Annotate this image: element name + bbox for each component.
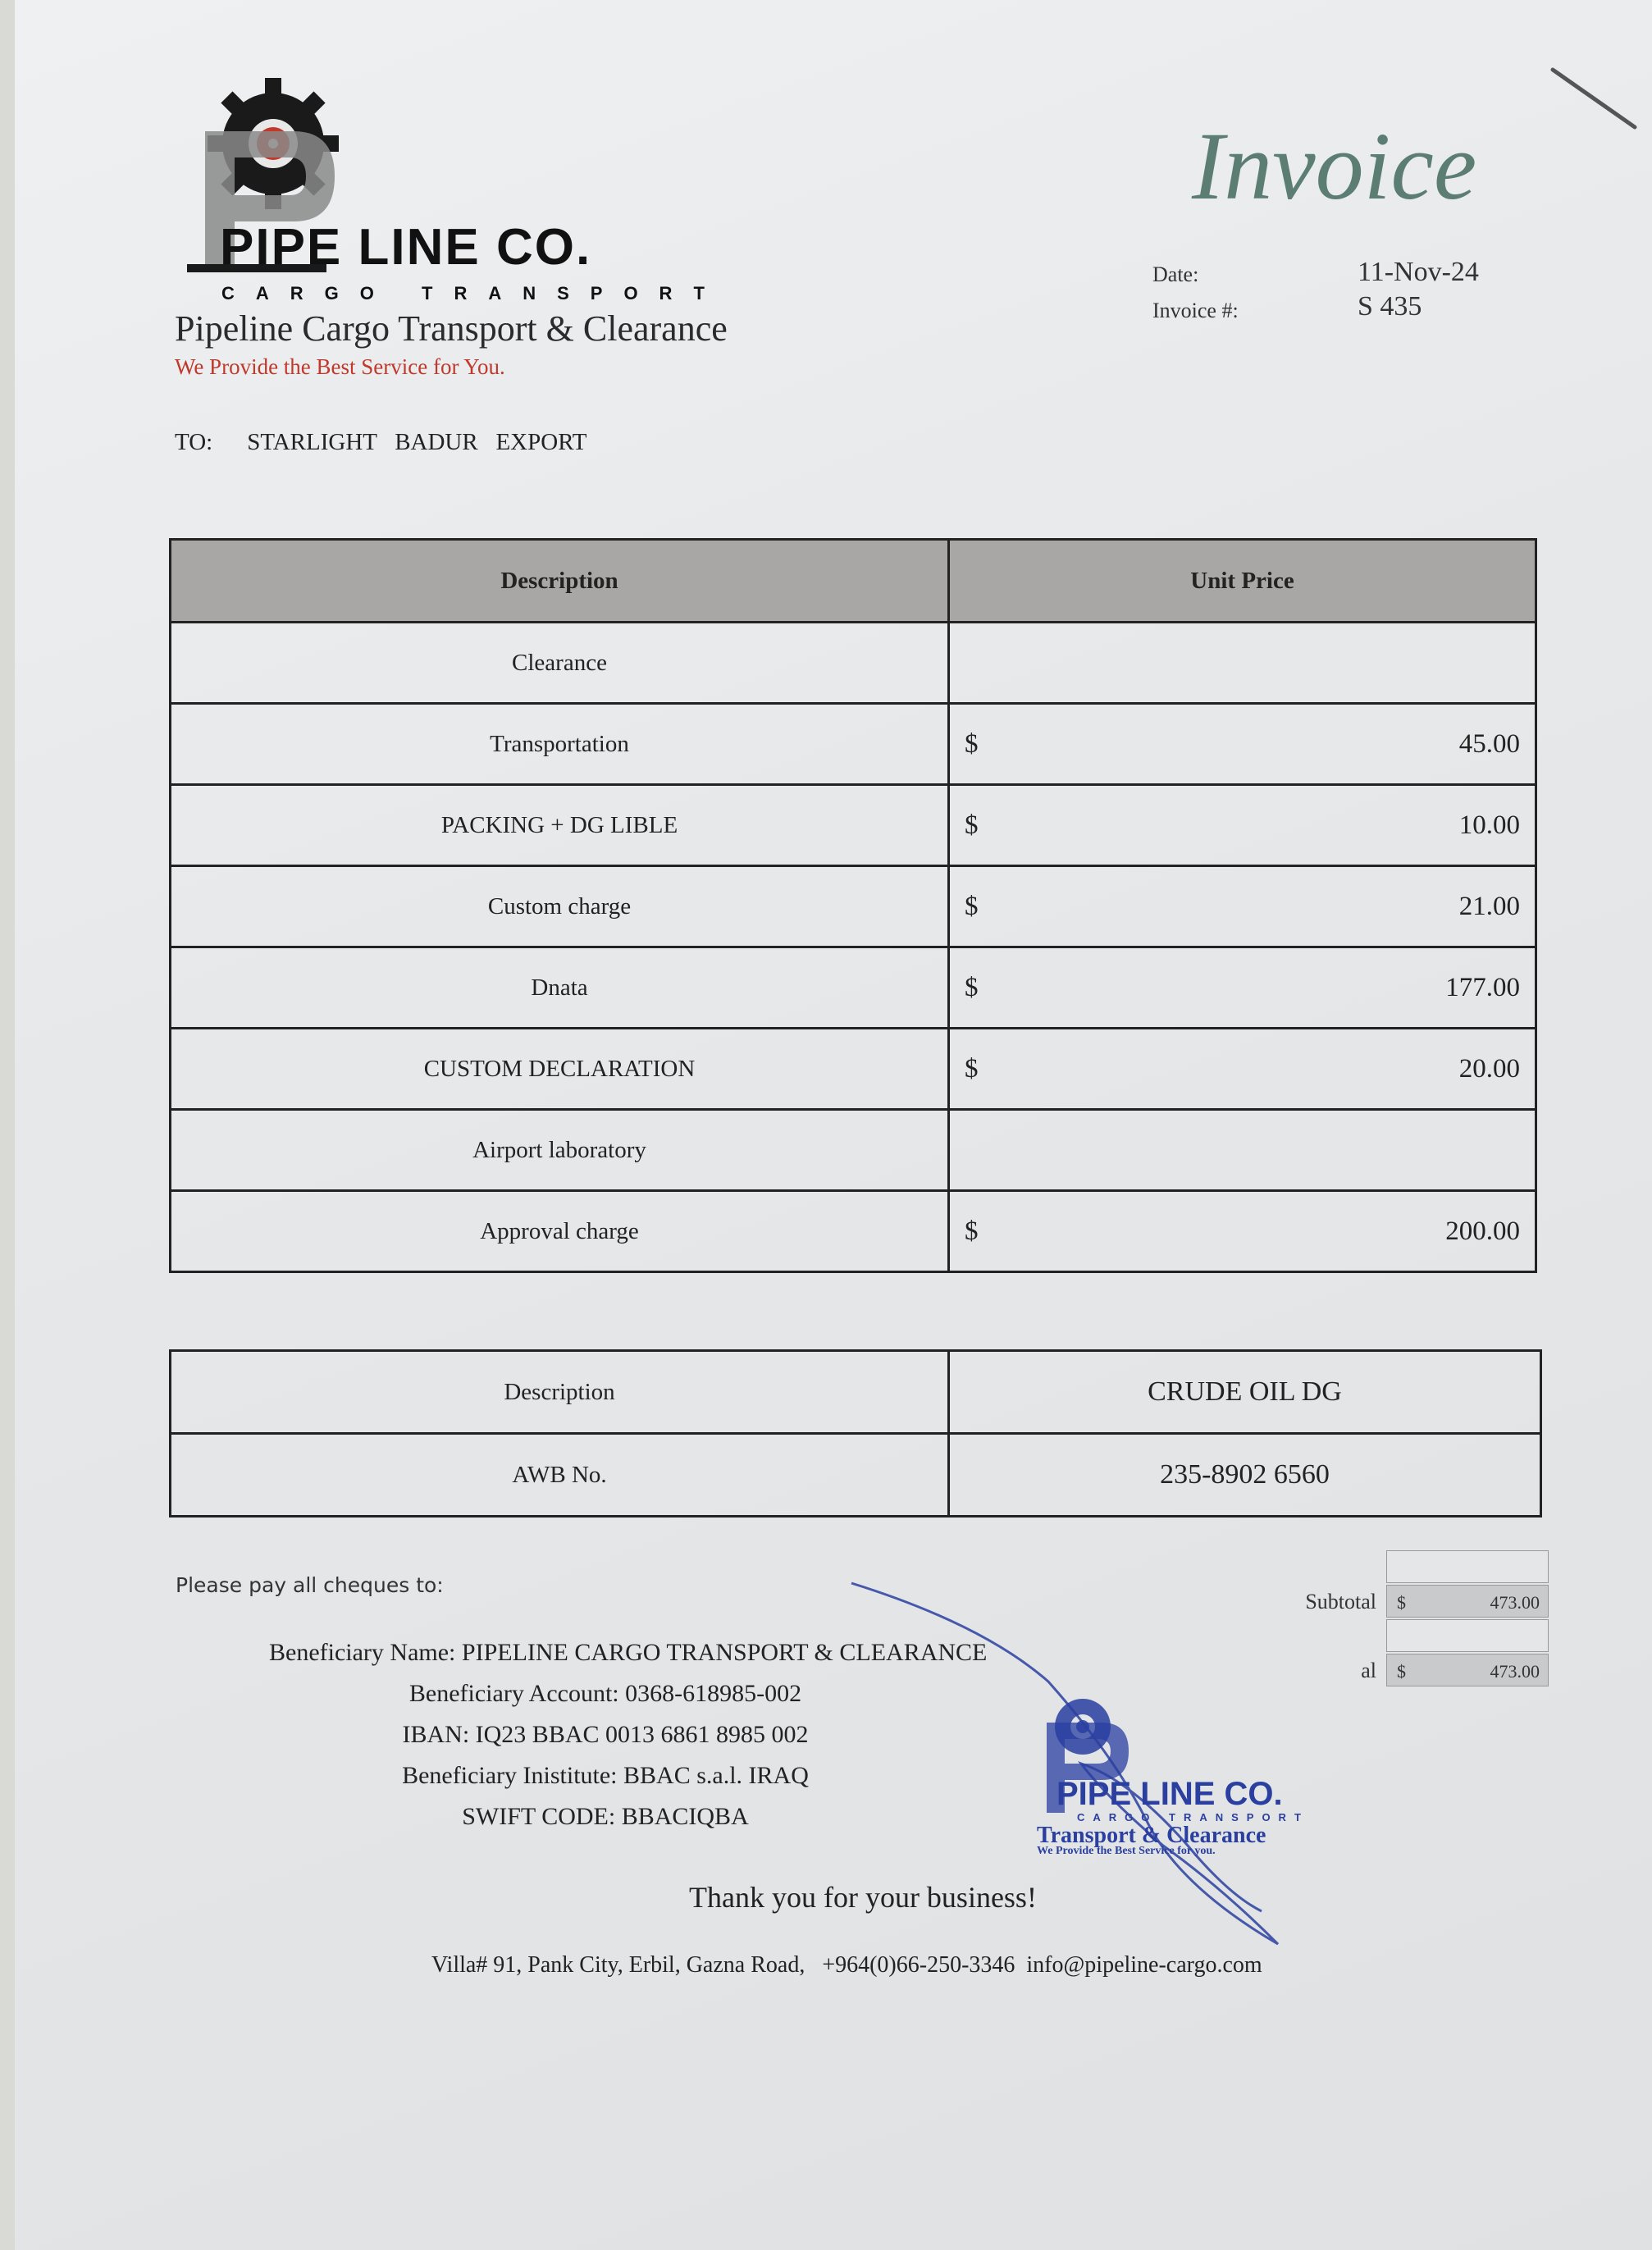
item-price bbox=[949, 785, 1536, 866]
item-description: Dnata bbox=[171, 947, 949, 1029]
header-description: Description bbox=[171, 540, 949, 623]
spacer-row bbox=[1270, 1619, 1549, 1652]
item-description: Airport laboratory bbox=[171, 1110, 949, 1191]
stamp-line4: We Provide the Best Service for you. bbox=[1037, 1845, 1216, 1857]
total-row bbox=[1270, 1654, 1549, 1686]
item-price bbox=[949, 623, 1536, 704]
iban: IBAN: IQ23 BBAC 0013 6861 8985 002 bbox=[402, 1721, 809, 1748]
stamp-line2: CARGO TRANSPORT bbox=[1077, 1811, 1309, 1823]
total-box bbox=[1386, 1654, 1549, 1686]
subtotal-label: Subtotal bbox=[1305, 1590, 1376, 1613]
table-row bbox=[171, 866, 1536, 947]
item-currency: $ bbox=[965, 1053, 979, 1084]
item-amount: 177.00 bbox=[1445, 972, 1520, 1002]
item-amount: 21.00 bbox=[1458, 891, 1520, 921]
empty-cell bbox=[1386, 1550, 1549, 1583]
spacer-row bbox=[1270, 1550, 1549, 1583]
item-price bbox=[949, 1110, 1536, 1191]
table-row bbox=[171, 1191, 1536, 1272]
total-currency: $ bbox=[1397, 1661, 1406, 1682]
item-amount: 200.00 bbox=[1445, 1216, 1520, 1246]
swift-code: SWIFT CODE: BBACIQBA bbox=[462, 1803, 749, 1830]
item-description: PACKING + DG LIBLE bbox=[171, 785, 949, 866]
invoice-number-label: Invoice #: bbox=[1152, 299, 1239, 322]
recipient bbox=[175, 429, 587, 456]
items-header-row bbox=[171, 540, 1536, 623]
footer-contact: Villa# 91, Pank City, Erbil, Gazna Road, +964(0)66-250-3346 info@pipeline-cargo.com bbox=[431, 1952, 1262, 1978]
item-description: Approval charge bbox=[171, 1191, 949, 1272]
info-value: CRUDE OIL DG bbox=[949, 1351, 1541, 1434]
item-price bbox=[949, 1191, 1536, 1272]
table-row bbox=[171, 623, 1536, 704]
item-currency: $ bbox=[965, 972, 979, 1002]
info-label: AWB No. bbox=[171, 1434, 949, 1517]
table-row bbox=[171, 785, 1536, 866]
item-amount: 45.00 bbox=[1458, 728, 1520, 759]
logo-text: PIPE LINE CO. bbox=[220, 219, 592, 276]
total-label: al bbox=[1361, 1659, 1376, 1682]
shipment-info-table bbox=[169, 1349, 1542, 1517]
item-price bbox=[949, 866, 1536, 947]
item-price bbox=[949, 947, 1536, 1029]
recipient-label: TO: bbox=[175, 429, 213, 455]
staple-mark bbox=[1553, 66, 1643, 139]
company-logo bbox=[171, 82, 726, 320]
invoice-page bbox=[15, 0, 1652, 2250]
item-description: Clearance bbox=[171, 623, 949, 704]
item-description: CUSTOM DECLARATION bbox=[171, 1029, 949, 1110]
stamp-line3: Transport & Clearance bbox=[1037, 1823, 1266, 1848]
table-row bbox=[171, 1434, 1541, 1517]
beneficiary-institute: Beneficiary Inistitute: BBAC s.a.l. IRAQ bbox=[402, 1762, 809, 1789]
item-currency: $ bbox=[965, 728, 979, 759]
item-amount: 20.00 bbox=[1458, 1053, 1520, 1084]
invoice-title: Invoice bbox=[1192, 112, 1477, 220]
item-description: Transportation bbox=[171, 704, 949, 785]
logo-subtext: CARGO TRANSPORT bbox=[221, 283, 726, 303]
empty-cell bbox=[1386, 1619, 1549, 1652]
items-table bbox=[169, 538, 1537, 1273]
table-row bbox=[171, 1110, 1536, 1191]
company-name: Pipeline Cargo Transport & Clearance bbox=[175, 308, 728, 349]
subtotal-row bbox=[1270, 1585, 1549, 1618]
subtotal-value: 473.00 bbox=[1490, 1592, 1540, 1613]
subtotal-currency: $ bbox=[1397, 1592, 1406, 1613]
item-currency: $ bbox=[965, 810, 979, 840]
item-price bbox=[949, 1029, 1536, 1110]
total-value: 473.00 bbox=[1490, 1661, 1540, 1682]
date-label: Date: bbox=[1152, 262, 1199, 286]
table-row bbox=[171, 1029, 1536, 1110]
item-price bbox=[949, 704, 1536, 785]
beneficiary-account: Beneficiary Account: 0368-618985-002 bbox=[408, 1680, 802, 1707]
beneficiary-name: Beneficiary Name: PIPELINE CARGO TRANSPORT & CLEARANCE bbox=[269, 1639, 988, 1666]
payment-label: Please pay all cheques to: bbox=[176, 1573, 444, 1597]
table-row bbox=[171, 704, 1536, 785]
subtotal-box bbox=[1386, 1585, 1549, 1618]
recipient-name: STARLIGHT BADUR EXPORT bbox=[247, 429, 587, 455]
item-currency: $ bbox=[965, 891, 979, 921]
item-amount: 10.00 bbox=[1458, 810, 1520, 840]
date-value: 11-Nov-24 bbox=[1358, 257, 1479, 287]
bank-details bbox=[269, 1632, 988, 1837]
table-row bbox=[171, 1351, 1541, 1434]
thank-you-message: Thank you for your business! bbox=[689, 1881, 1037, 1914]
company-stamp bbox=[1032, 1690, 1360, 1857]
stamp-line1: PIPE LINE CO. bbox=[1056, 1776, 1283, 1812]
header-unit-price: Unit Price bbox=[949, 540, 1536, 623]
table-row bbox=[171, 947, 1536, 1029]
info-label: Description bbox=[171, 1351, 949, 1434]
info-value: 235-8902 6560 bbox=[949, 1434, 1541, 1517]
company-tagline: We Provide the Best Service for You. bbox=[175, 354, 505, 379]
item-currency: $ bbox=[965, 1216, 979, 1246]
invoice-number-value: S 435 bbox=[1358, 291, 1422, 322]
item-description: Custom charge bbox=[171, 866, 949, 947]
